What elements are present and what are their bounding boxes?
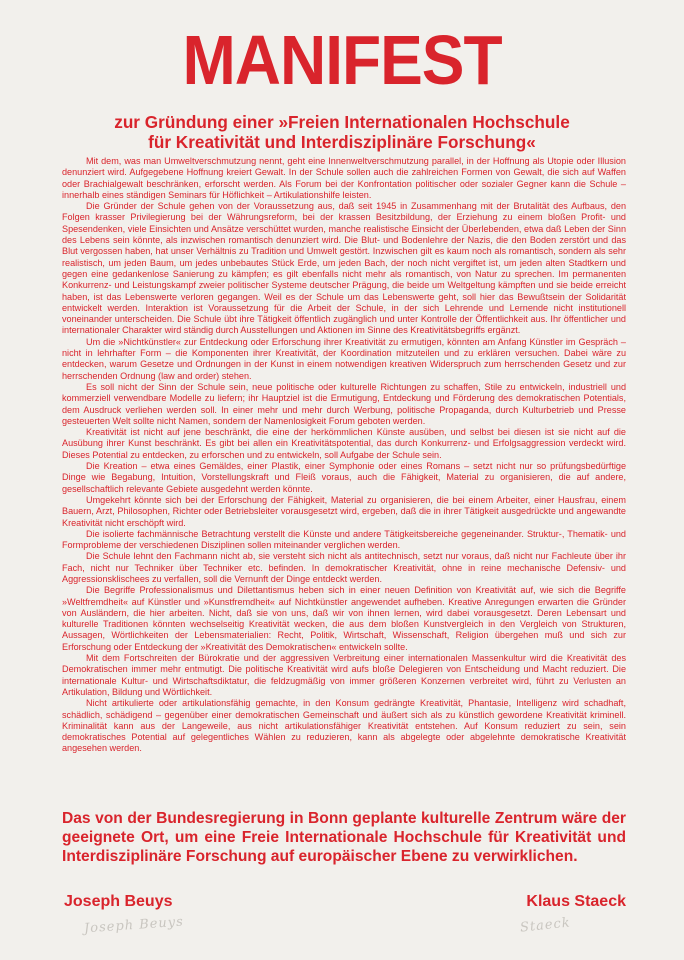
- body-paragraph: Umgekehrt könnte sich bei der Erforschung der Fähigkeit, Material zu organisieren, die bei einem Arbeiter, einer Hausfrau, einem Bauern, Arzt, Philosophen, Richter oder Betriebsleiter vorausgesetzt wird, ergeben, daß die in ihrer Tätigkeit ausgedrückte und angewandte Kreativität nicht erschöpft wird.: [62, 494, 626, 528]
- manifest-title: MANIFEST: [182, 21, 502, 99]
- body-paragraph: Mit dem Fortschreiten der Bürokratie und der aggressiven Verbreitung einer internationalen Massenkultur wird die Kreativität des Demokratischen immer mehr entmutigt. Die politische Kreativität wird aufs bloße Delegieren von Entscheidung und Macht reduziert. Die internationale Kultur- und Wirtschaftsdiktatur, die feldzugmäßig von immer größeren Konzernen verbreitet wird, führt zu Verlusten an Artikulation, Bildung und Wörtlichkeit.: [62, 653, 626, 697]
- body-paragraph: Um die »Nichtkünstler« zur Entdeckung oder Erforschung ihrer Kreativität zu ermutigen, könnten am Anfang Künstler im Gespräch – nicht in lehrhafter Form – die Komponenten ihrer Kreativität, der Koordination mitzuteilen und zu erklären versuchen. Dabei wäre zu entdecken, warum Gesetze und Ordnungen in der Kunst in einem notwendigen kreativen Widerspruch zum herrschenden Gesetz und zur herrschenden Ordnung (law and order) stehen.: [62, 336, 626, 381]
- subtitle-line: zur Gründung einer »Freien Internationalen Hochschule: [114, 112, 570, 132]
- signatory-beuys: Joseph Beuys: [64, 893, 173, 910]
- body-paragraph: Es soll nicht der Sinn der Schule sein, neue politische oder kulturelle Richtungen zu schaffen, Stile zu entwickeln, industriell und kommerziell verwendbare Modelle zu liefern; ihr Hauptziel ist die Ermutigung, Entdeckung und Förderung des demokratischen Potentials, dem Ausdruck verliehen werden soll. In einer mehr und mehr durch Werbung, politische Propaganda, durch Kulturbetrieb und Presse gesteuerten Welt sollte nicht Namen, sondern der Namenlosigkeit Forum geboten werden.: [62, 381, 626, 426]
- handwritten-signature-beuys: Joseph Beuys: [83, 914, 185, 937]
- body-paragraph: Mit dem, was man Umweltverschmutzung nennt, geht eine Innenweltverschmutzung parallel, in der Hoffnung als Utopie oder Illusion denunziert wird. Aufgegebene Hoffnung kreiert Gewalt. In der Schule sollen auch die zahlreichen Formen von Gewalt, die sich auf Waffen oder Brachialgewalt beschränken, erforscht werden. Als Forum bei der Konfrontation politischer oder sozialer Gegner kann die Schule – innerhalb eines ständigen Seminars für Höflichkeit – Artikulationshilfe leisten.: [62, 156, 626, 200]
- subtitle-line: für Kreativität und Interdisziplinäre Forschung«: [148, 132, 536, 152]
- body-paragraph: Die Kreation – etwa eines Gemäldes, einer Plastik, einer Symphonie oder eines Romans – setzt nicht nur so prüfungsbedürftige Dinge wie Begabung, Intuition, Vorstellungskraft und Fleiß voraus, auch die Fähigkeit, Material zu organisieren, die auf andere, gesellschaftlich relevante Gebiete ausgedehnt werden könnte.: [62, 461, 626, 494]
- manifest-body: [62, 156, 626, 755]
- body-paragraph: Die Begriffe Professionalismus und Dilettantismus heben sich in einer neuen Definition von Kreativität auf, wie sich die Begriffe »Weltfremdheit« auf Künstler und »Kunstfremdheit« auf Nichtkünstler angewendet aufheben. Kreative Anregungen erwarten die Gründer von Ausländern, die hier arbeiten. Nicht, daß sie von uns, daß wir von ihnen lernen, wird dabei vorausgesetzt. Deren Lebensart und kulturelle Traditionen könnten wechselseitig Kreativität wecken, die aus dem bloßen Kunstvergleich in den Vergleich von Strukturen, Aussagen, Wörtlichkeiten der Lebensmaterialien: Recht, Politik, Wirtschaft, Wissenschaft, Religion übergehen muß und sich zur Erforschung oder Entdeckung der »Kreativität des Demokratischen« entwickeln sollte.: [62, 585, 626, 652]
- signatory-staeck: Klaus Staeck: [526, 893, 626, 910]
- subtitle: [40, 112, 644, 152]
- body-paragraph: Nicht artikulierte oder artikulationsfähig gemachte, in den Konsum gedrängte Kreativität, Phantasie, Intelligenz wird schadhaft, schädlich, schädigend – gegenüber einer demokratischen Gemeinschaft und äußert sich als zu künstlich gewordene Kreativität kriminell. Kriminalität kann aus der Langeweile, aus nicht artikulationsfähiger Kreativität entstehen. Auf Konsum reduziert zu sein, sein demokratisches Potential auf gelegentliches Wählen zu reduzieren, kann als abgelegte oder abgelehnte demokratische Kreativität angesehen werden.: [62, 698, 626, 754]
- closing-statement: Das von der Bundesregierung in Bonn geplante kulturelle Zentrum wäre der geeignete Ort, um eine Freie Internationale Hochschule für Kreativität und Interdisziplinäre Forschung auf europäischer Ebene zu verwirklichen.: [62, 810, 626, 866]
- body-paragraph: Die Gründer der Schule gehen von der Voraussetzung aus, daß seit 1945 in Zusammenhang mit der Brutalität des Aufbaus, den Folgen krasser Privilegierung bei der Währungsreform, bei der krassen Besitzbildung, der Erziehung zu einem bloßen Profit- und Spesendenken, viele Einsichten und Ansätze verschüttet wurden, manche realistische Einsicht der Überlebenden, etwa daß Leben der Sinn des Lebens sein könnte, als inzwischen romantisch denunziert wird. Die Blut- und Bodenlehre der Nazis, die den Boden zerstört und das Blut vergossen haben, hat unser Verhältnis zu Tradition und Umwelt gestört. Inzwischen gilt es kaum noch als romantisch, sondern als sehr realistisch, um jeden Baum, um jedes unbebautes Stück Erde, um jeden Bach, der noch nicht vergiftet ist, um jeden alten Stadtkern und gegen eine gedankenlose Sanierung zu kämpfen; es gilt ebenfalls nicht mehr als romantisch, von Natur zu sprechen. Im permanenten Konkurrenz- und Leistungskampf zweier politischer Systeme deutscher Prägung, die beide um Weltgeltung kämpften und sie beide erreicht haben, ist das Lebenswerte verloren gegangen. Weil es der Schule um das Lebenswerte geht, soll hier das Bewußtsein der Solidarität entwickelt werden. Interaktion ist Voraussetzung für die Arbeit der Schule, in der sich Lehrende und Lernende nicht institutionell voneinander unterscheiden. Die Schule übt ihre Tätigkeit öffentlich zugänglich und unter Kontrolle der Öffentlichkeit aus. Ihr öffentlicher und internationaler Charakter wird ständig durch Ausstellungen und Aktionen im Sinne des Kreativitätsbegriffs ergänzt.: [62, 201, 626, 336]
- handwritten-signature-staeck: Staeck: [519, 915, 572, 936]
- body-paragraph: Die Schule lehnt den Fachmann nicht ab, sie versteht sich nicht als antitechnisch, setzt nur voraus, daß nicht nur Fachleute über ihr Fach, nicht nur Techniker über Techniker etc. befinden. In demokratischer Kreativität, ohne in reine mechanische Defensiv- und Aggressionsklischees zu verfallen, soll die Vernunft der Dinge entdeckt werden.: [62, 551, 626, 584]
- body-paragraph: Kreativität ist nicht auf jene beschränkt, die eine der herkömmlichen Künste ausüben, und selbst bei diesen ist sie nicht auf die Ausübung ihrer Kunst beschränkt. Es gibt bei allen ein Kreativitätspotential, das durch Konkurrenz- und Erfolgsaggression verdeckt wird. Dieses Potential zu entdecken, zu erforschen und zu entwickeln, soll Aufgabe der Schule sein.: [62, 427, 626, 460]
- body-paragraph: Die isolierte fachmännische Betrachtung verstellt die Künste und andere Tätigkeitsbereiche gegeneinander. Struktur-, Thematik- und Formprobleme der verschiedenen Disziplinen sollen miteinander verglichen werden.: [62, 528, 626, 551]
